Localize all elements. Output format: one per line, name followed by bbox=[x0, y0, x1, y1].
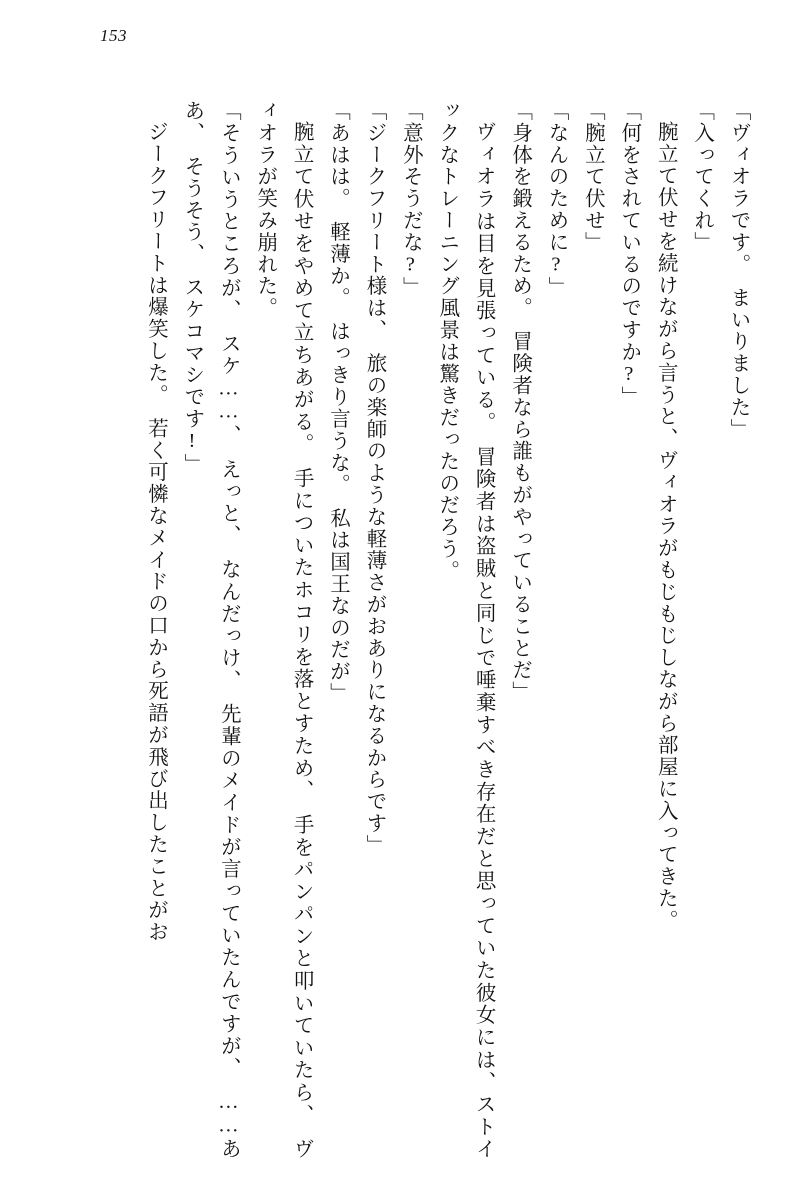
paragraph: 「なんのために?」 bbox=[544, 100, 567, 299]
paragraph: 腕立て伏せを続けながら言うと、ヴィオラがもじもじしながら部屋に入ってきた。 bbox=[654, 121, 677, 932]
paragraph: 「腕立て伏せ」 bbox=[581, 100, 604, 254]
paragraph: 「ヴィオラです。 まいりました」 bbox=[727, 100, 749, 441]
paragraph: 「そういうところが、 スケ……、 えっと、 なんだっけ、 先輩のメイドが言っていたんですが、 ……ああ、 そうそう、 スケコマシです!」 bbox=[180, 100, 240, 1160]
paragraph: ジークフリートは爆笑した。 若く可憐なメイドの口から死語が飛び出したことがお bbox=[144, 121, 167, 943]
paragraph: 「ジークフリート様は、 旅の楽師のような軽薄さがおありになるからです」 bbox=[362, 100, 385, 857]
paragraph: 「意外そうだな?」 bbox=[399, 100, 422, 299]
paragraph: 「身体を鍛えるため。 冒険者なら誰もがやっていることだ」 bbox=[508, 100, 531, 703]
paragraph: 「あはは。 軽薄か。 はっきり言うな。 私は国王なのだが」 bbox=[326, 100, 349, 705]
paragraph: ヴィオラは目を見張っている。 冒険者は盗賊と同じで唾棄すべき存在だと思っていた彼女には、ストイックなトレーニング風景は驚きだったのだろう。 bbox=[435, 100, 495, 1160]
paragraph: 「何をされているのですか?」 bbox=[617, 100, 640, 409]
paragraph: 「入ってくれ」 bbox=[690, 100, 713, 254]
page-number: 153 bbox=[100, 26, 127, 45]
paragraph: 腕立て伏せをやめて立ちあがる。 手についたホコリを落とすため、 手をパンパンと叩いていたら、 ヴィオラが笑み崩れた。 bbox=[253, 100, 313, 1160]
page-body-text bbox=[38, 100, 756, 1160]
